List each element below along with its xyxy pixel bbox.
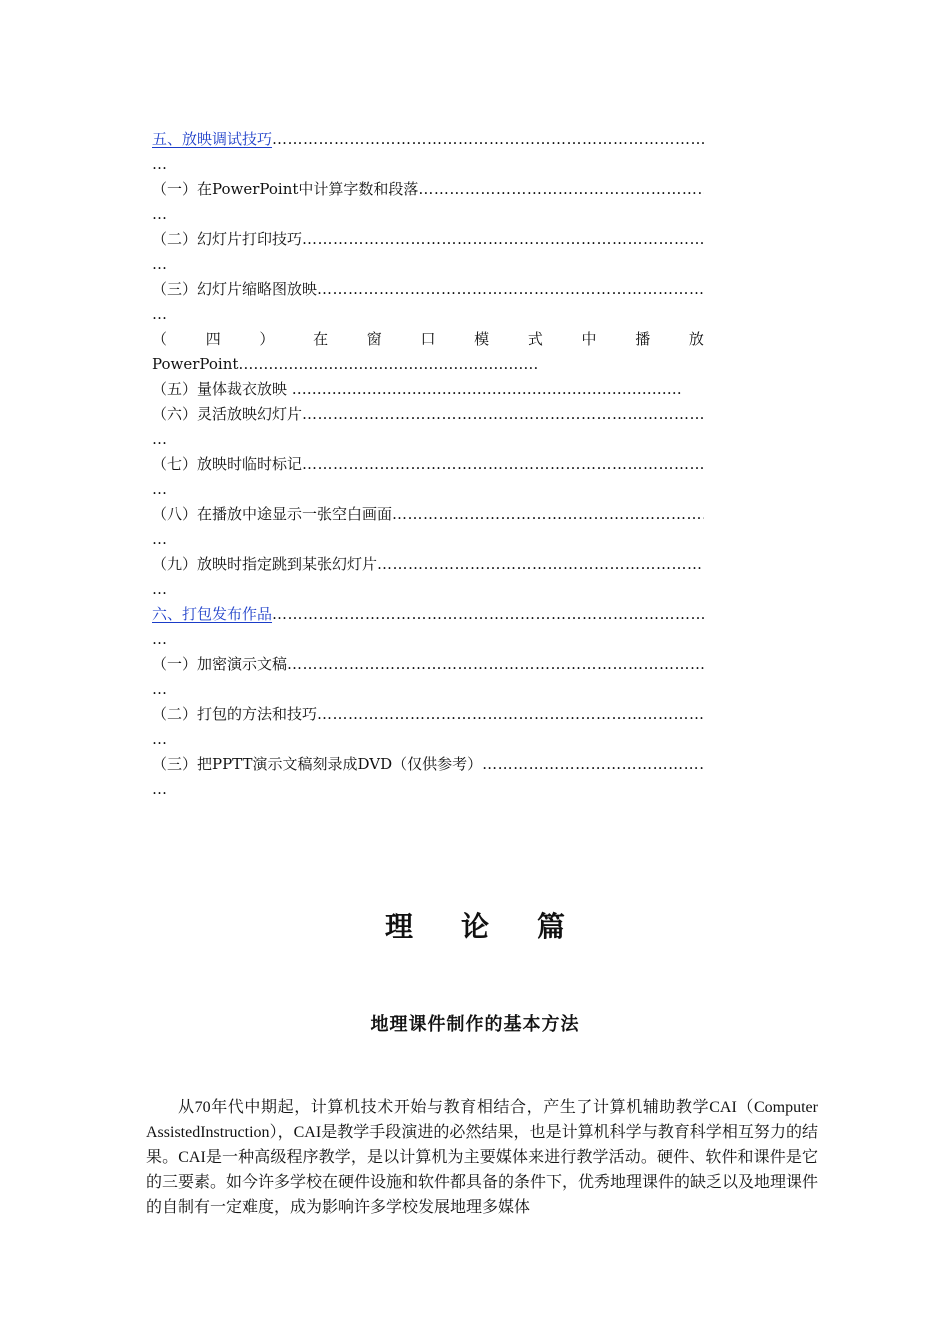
toc-entry[interactable] bbox=[152, 602, 704, 652]
toc-leader-continuation: … bbox=[152, 730, 168, 748]
toc-leader bbox=[302, 455, 704, 473]
toc-char: 中 bbox=[581, 330, 597, 348]
toc-char: 口 bbox=[420, 330, 436, 348]
toc-entry[interactable] bbox=[152, 227, 704, 277]
toc-leader bbox=[302, 230, 704, 248]
toc-entry-label: （三）幻灯片缩略图放映 bbox=[152, 280, 318, 298]
toc-entry-label: （五）量体裁衣放映 …………………………………………………………………… bbox=[152, 380, 682, 398]
toc-char: 播 bbox=[635, 330, 651, 348]
toc-leader-continuation: … bbox=[152, 630, 168, 648]
toc-leader-continuation: … bbox=[152, 480, 168, 498]
toc-entry[interactable] bbox=[152, 752, 704, 802]
toc-entry-label: （一）加密演示文稿 bbox=[152, 655, 288, 673]
part-title: 理论篇 bbox=[384, 910, 613, 943]
toc-entry-label: （三）把PPTT演示文稿刻录成DVD（仅供参考） bbox=[152, 755, 483, 773]
body-text bbox=[146, 1095, 818, 1220]
toc-leader-continuation: … bbox=[152, 155, 168, 173]
toc-leader-continuation: … bbox=[152, 430, 168, 448]
toc-leader bbox=[272, 130, 704, 148]
toc-leader bbox=[377, 555, 704, 573]
toc-entry[interactable] bbox=[152, 177, 704, 227]
toc-leader bbox=[302, 405, 704, 423]
toc-entry-label-justified bbox=[152, 327, 704, 352]
toc-char: 在 bbox=[313, 330, 329, 348]
toc-entry[interactable] bbox=[152, 277, 704, 327]
toc-char: ） bbox=[259, 330, 275, 348]
toc-leader bbox=[272, 605, 704, 623]
toc-entry-continuation: PowerPoint…………………………………………………… bbox=[152, 355, 539, 373]
body-paragraph: 从70年代中期起，计算机技术开始与教育相结合，产生了计算机辅助教学CAI（Computer AssistedInstruction），CAI是教学手段演进的必然结果，也是计算机科学与教育科学相互努力的结果。CAI是一种高级程序教学，是以计算机为主要媒体来进行教学活动。硬件、软件和课件是它的三要素。如今许多学校在硬件设施和软件都具备的条件下，优秀地理课件的缺乏以及地理课件的自制有一定难度，成为影响许多学校发展地理多媒体 bbox=[146, 1099, 819, 1216]
toc-entry[interactable] bbox=[152, 127, 704, 177]
toc-link-section-6[interactable]: 六、打包发布作品 bbox=[152, 605, 273, 623]
toc-leader bbox=[482, 755, 704, 773]
toc-entry-label: （二）打包的方法和技巧 bbox=[152, 705, 318, 723]
toc-char: 四 bbox=[205, 330, 221, 348]
toc-leader-continuation: … bbox=[152, 580, 168, 598]
toc-char: 模 bbox=[474, 330, 490, 348]
toc-entry-label: （九）放映时指定跳到某张幻灯片 bbox=[152, 555, 378, 573]
toc-char: 放 bbox=[688, 330, 704, 348]
toc-leader-continuation: … bbox=[152, 255, 168, 273]
toc-link-section-5[interactable]: 五、放映调试技巧 bbox=[152, 130, 273, 148]
toc-entry[interactable] bbox=[152, 402, 704, 452]
toc-entry-label: （七）放映时临时标记 bbox=[152, 455, 303, 473]
toc-leader-continuation: … bbox=[152, 305, 168, 323]
table-of-contents bbox=[152, 127, 704, 802]
toc-entry[interactable] bbox=[152, 452, 704, 502]
toc-entry-label: （六）灵活放映幻灯片 bbox=[152, 405, 303, 423]
toc-leader-continuation: … bbox=[152, 530, 168, 548]
toc-entry[interactable] bbox=[152, 552, 704, 602]
toc-char: 式 bbox=[527, 330, 543, 348]
toc-char: 窗 bbox=[366, 330, 382, 348]
toc-entry-label: （二）幻灯片打印技巧 bbox=[152, 230, 303, 248]
toc-entry[interactable] bbox=[152, 377, 704, 402]
toc-entry-label: （一）在PowerPoint中计算字数和段落 bbox=[152, 180, 419, 198]
toc-leader bbox=[287, 655, 704, 673]
toc-leader-continuation: … bbox=[152, 680, 168, 698]
toc-leader bbox=[317, 705, 704, 723]
toc-entry[interactable] bbox=[152, 702, 704, 752]
toc-entry[interactable] bbox=[152, 652, 704, 702]
toc-leader bbox=[418, 180, 704, 198]
toc-entry-label: （八）在播放中途显示一张空白画面 bbox=[152, 505, 393, 523]
toc-leader-continuation: … bbox=[152, 205, 168, 223]
toc-entry[interactable] bbox=[152, 327, 704, 377]
section-heading: 地理课件制作的基本方法 bbox=[370, 1014, 580, 1035]
toc-leader-continuation: … bbox=[152, 780, 168, 798]
toc-entry[interactable] bbox=[152, 502, 704, 552]
toc-char: （ bbox=[152, 330, 168, 348]
toc-leader bbox=[392, 505, 704, 523]
toc-leader bbox=[317, 280, 704, 298]
